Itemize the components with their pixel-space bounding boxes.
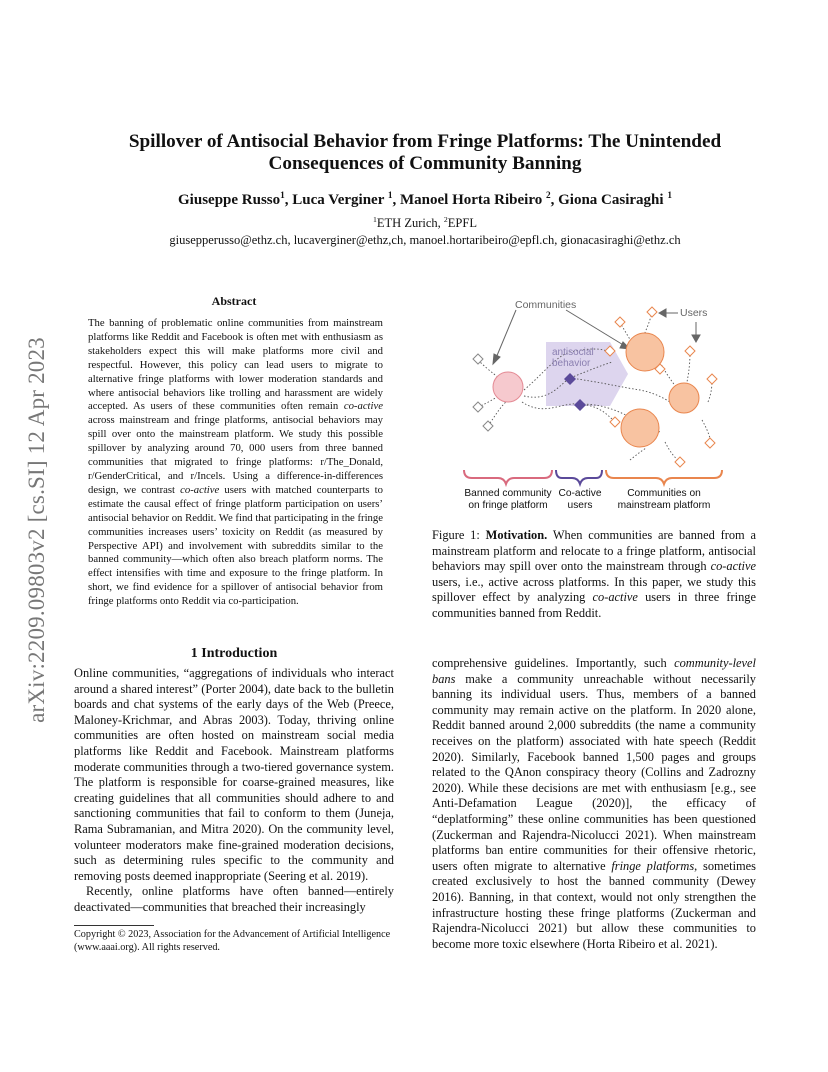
author-name: Giona Casiraghi <box>558 192 664 208</box>
svg-text:on fringe platform: on fringe platform <box>468 500 548 511</box>
mainstream-community-node <box>621 409 659 447</box>
paragraph: Recently, online platforms have often banned—entirely deactivated—communities that breached their increasingly <box>74 884 394 914</box>
user-node <box>615 317 625 327</box>
introduction-right-column <box>432 656 756 952</box>
introduction-left-column <box>74 666 394 916</box>
figure-caption: Figure 1: Motivation. When communities are banned from a mainstream platform and relocate to a fringe platform, antisocial behaviors may spill over onto the mainstream through co-active users, i.e., active across platforms. In this paper, we study this spillover effect by analyzing co-active users in three fringe communities banned from Reddit. <box>432 528 756 620</box>
figure-motivation-diagram <box>450 292 750 517</box>
brace-banned <box>464 470 552 484</box>
svg-text:users: users <box>567 500 593 511</box>
mainstream-community-node <box>669 383 699 413</box>
section-heading-introduction: 1 Introduction <box>190 646 278 661</box>
user-node <box>675 457 685 467</box>
label-users: Users <box>680 307 708 319</box>
user-node <box>685 346 695 356</box>
copyright-footnote: Copyright © 2023, Association for the Advancement of Artificial Intelligence (www.aaai.org). All rights reserved. <box>74 929 391 953</box>
user-node <box>473 402 483 412</box>
user-node <box>473 354 483 364</box>
user-node <box>707 374 717 384</box>
affiliations: $^1$ETH Zurich, $^2$EPFL <box>373 214 477 230</box>
abstract-heading: Abstract <box>211 294 257 308</box>
label-communities: Communities <box>515 299 577 311</box>
banned-community-node <box>493 372 523 402</box>
label-antisocial: antisocial <box>552 347 594 358</box>
svg-text:Communities on: Communities on <box>627 488 701 499</box>
author-list: Giuseppe Russo$^1$, Luca Verginer $^1$, Manoel Horta Ribeiro $^2$, Giona Casiraghi $^1$ <box>178 191 672 208</box>
abstract-text: The banning of problematic online communities from mainstream platforms like Reddit and Facebook is often met with enthusiasm as stakeholders expect this will make platforms more civil and respectful. However, this policy can lead users to migrate to alternative fringe platforms with lower moderation standards and where antisocial behaviors like trolling and harassment are widely accepted. As users of these communities often remain co-active across mainstream and fringe platforms, antisocial behaviors may spill over onto the mainstream platform. We study this possible spillover by analyzing around 70, 000 users from three banned communities that migrated to fringe platforms: r/The_Donald, r/GenderCritical, and r/Incels. Using a difference-in-differences design, we contrast co-active users with matched counterparts to estimate the causal effect of fringe platform participation on users’ antisocial behavior on Reddit. We find that participating in the fringe communities increases users’ toxicity on Reddit (as measured by Perspective API) and involvement with subreddits similar to the banned community—which often also breach platform norms. The effect intensifies with time and exposure to the fringe platform. In short, we find evidence for a spillover of antisocial behavior from fringe platforms onto Reddit via co-participation. <box>88 317 383 608</box>
author-name: Luca Verginer <box>292 192 385 208</box>
footnote-rule <box>74 925 154 926</box>
author-name: Giuseppe Russo <box>178 192 281 208</box>
svg-text:mainstream platform: mainstream platform <box>617 500 711 511</box>
paragraph: comprehensive guidelines. Importantly, such community-level bans make a community unreachable without necessarily banning its individual users. Thus, members of a banned community may remain active on the platform. In 2020 alone, Reddit banned around 2,000 subreddits (the name a community receives on the platform) associated with hate speech (Reddit 2020). Similarly, Facebook banned 1,500 pages and groups related to the QAnon conspiracy theory (Collins and Zadrozny 2020). While these decisions are met with enthusiasm [e.g., see Anti-Defamation League (2020)], the efficacy of “deplatforming” these online communities has been questioned (Zuckerman and Rajendra-Nicolucci 2021). When mainstream platforms ban entire communities for their offensive rhetoric, users often migrate to alternative fringe platforms, sometimes created exclusively to host the banned community (Dewey 2016). Banning, in that context, would not only strengthen the infrastructure hosting these fringe platforms (Zuckerman and Rajendra-Nicolucci 2021) but allow these communities to become more toxic elsewhere (Horta Ribeiro et al. 2021). <box>432 656 756 951</box>
paragraph: Online communities, “aggregations of individuals who interact around a shared interest” (Porter 2004), date back to the bulletin boards and chat systems of the early days of the Web (Preece, Maloney-Krichmar, and Abras 2003). Today, thriving online communities are often hosted on mainstream social media platforms like Reddit and Facebook. Mainstream platforms moderate communities through a two-tiered governance system. The platform is responsible for coarse-grained measures, like creating guidelines that all communities should adhere to and sanctioning communities that fail to conform to them (Juneja, Rama Subramanian, and Mitra 2020). On the community level, volunteer moderators make fine-grained moderation decisions, such as determining rules specific to the community and removing posts deemed inappropriate (Seering et al. 2019). <box>74 666 394 883</box>
svg-text:Co-active: Co-active <box>558 488 602 499</box>
arxiv-identifier: arXiv:2209.09803v2 [cs.SI] 12 Apr 2023 <box>24 337 49 723</box>
author-emails: giusepperusso@ethz.ch, lucaverginer@ethz,ch, manoel.hortaribeiro@epfl.ch, gionacasiraghi@ethz.ch <box>169 233 681 247</box>
label-behavior: behavior <box>552 358 591 369</box>
author-name: Manoel Horta Ribeiro <box>400 192 543 208</box>
brace-mainstream <box>606 470 722 484</box>
user-node <box>647 307 657 317</box>
brace-coactive <box>556 470 602 484</box>
user-node <box>705 438 715 448</box>
user-node <box>483 421 493 431</box>
svg-text:Banned community: Banned community <box>464 488 552 499</box>
paper-title: Spillover of Antisocial Behavior from Fringe Platforms: The Unintended Consequences of Community Banning <box>128 131 722 174</box>
